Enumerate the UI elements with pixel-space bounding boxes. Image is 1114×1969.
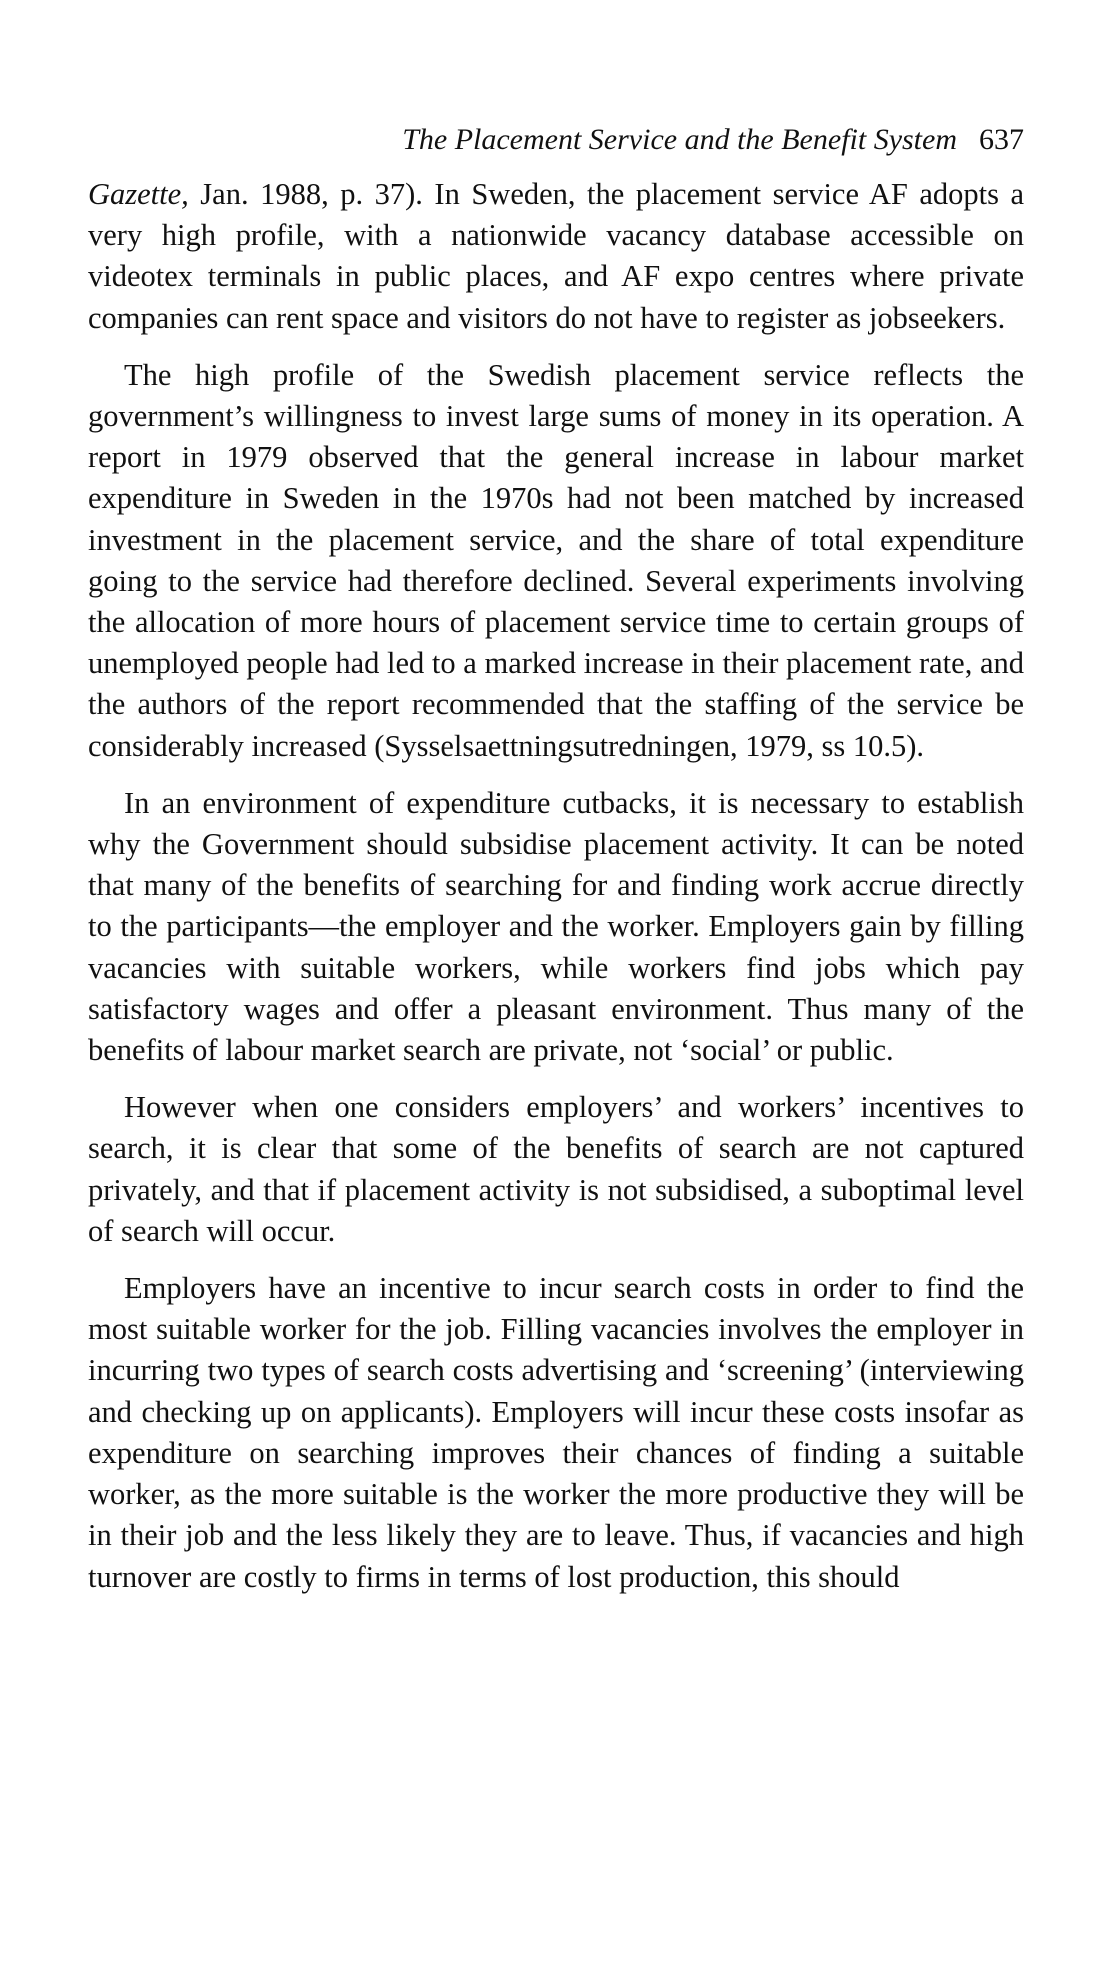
page-number: 637 (979, 123, 1024, 156)
citation-source-italic: Gazette, (88, 177, 189, 211)
paragraph: In an environment of expenditure cutbacks, it is necessary to establish why the Government should subsidise placement activity. It can be noted that many of the benefits of searching for and finding work accrue directly to the participants—the employer and the worker. Employers gain by filling vacancies with suitable workers, while workers find jobs which pay satisfactory wages and offer a pleasant environment. Thus many of the benefits of labour market search are private, not ‘social’ or public. (88, 785, 1024, 1068)
book-page (88, 120, 1024, 1614)
paragraph-continued (88, 174, 1024, 339)
paragraph: However when one considers employers’ and workers’ incentives to search, it is clear that some of the benefits of search are not captured privately, and that if placement activity is not subsidised, a suboptimal level of search will occur. (88, 1090, 1024, 1248)
paragraph-text: Jan. 1988, p. 37). In Sweden, the placement service AF adopts a very high profile, with a nationwide vacancy database accessible on videotex terminals in public places, and AF expo centres where private companies can rent space and visitors do not have to register as jobseekers. (88, 177, 1024, 335)
running-head-title: The Placement Service and the Benefit System (402, 123, 957, 156)
paragraph: The high profile of the Swedish placement service reflects the government’s willingness to invest large sums of money in its operation. A report in 1979 observed that the general increase in labour market expenditure in Sweden in the 1970s had not been matched by increased investment in the placement service, and the share of total expenditure going to the service had therefore declined. Several experiments involving the allocation of more hours of placement service time to certain groups of unemployed people had led to a marked increase in their placement rate, and the authors of the report recommended that the staffing of the service be considerably increased (Sysselsaettningsutredningen, 1979, ss 10.5). (88, 357, 1024, 763)
paragraph: Employers have an incentive to incur search costs in order to find the most suitable worker for the job. Filling vacancies involves the employer in incurring two types of search costs advertising and ‘screening’ (interviewing and checking up on applicants). Employers will incur these costs insofar as expenditure on searching improves their chances of finding a suitable worker, as the more suitable is the worker the more productive they will be in their job and the less likely they are to leave. Thus, if vacancies and high turnover are costly to firms in terms of lost production, this should (88, 1271, 1024, 1594)
running-head (88, 120, 1024, 160)
